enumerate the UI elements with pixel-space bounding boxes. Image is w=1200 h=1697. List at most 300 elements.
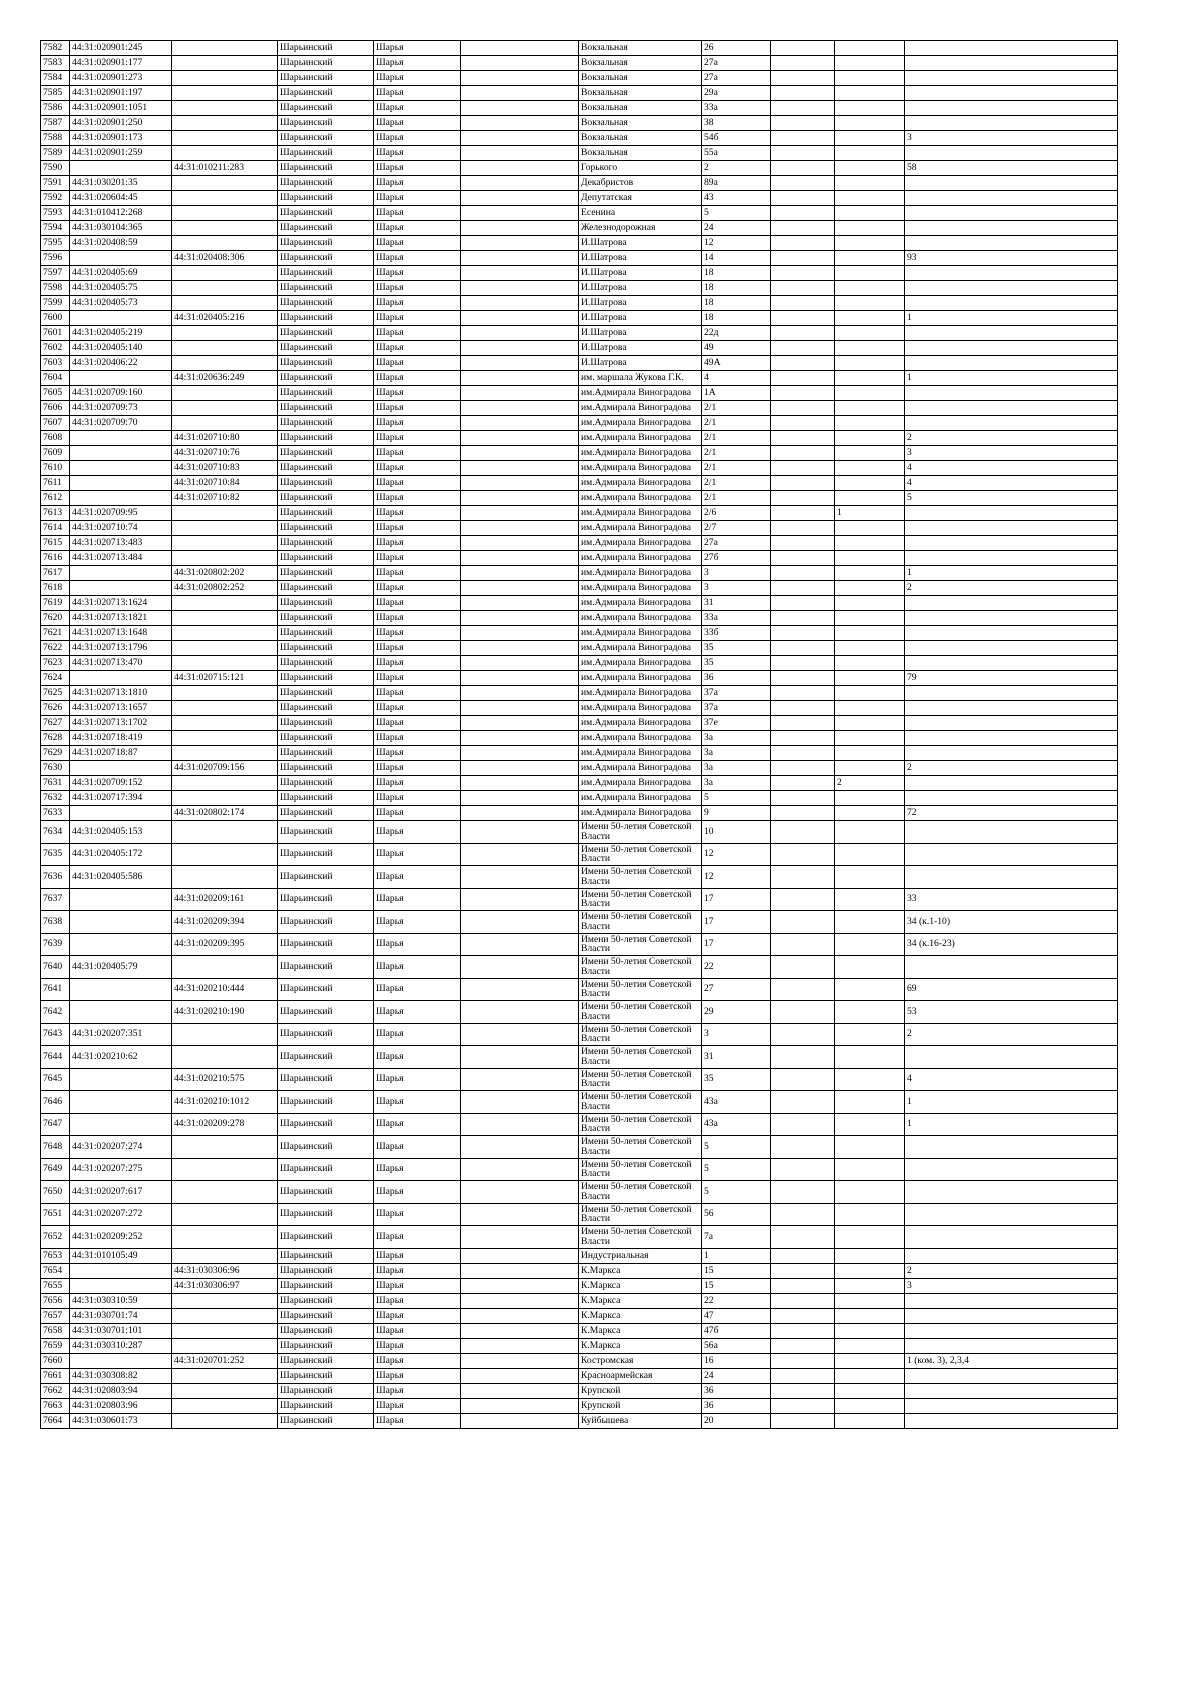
apartment-number-cell: 2 xyxy=(905,761,1118,776)
table-row xyxy=(41,131,1118,146)
locality-cell xyxy=(461,326,579,341)
street-cell: Есенина xyxy=(579,206,702,221)
building-cell xyxy=(771,843,835,866)
house-number-cell: 18 xyxy=(702,281,771,296)
cadastral-number-cell: 44:31:020713:1648 xyxy=(70,626,172,641)
building-cell xyxy=(771,1226,835,1249)
cadastral-number-cell: 44:31:020901:273 xyxy=(70,71,172,86)
apartment-number-cell xyxy=(905,746,1118,761)
apartment-number-cell xyxy=(905,1226,1118,1249)
locality-cell xyxy=(461,536,579,551)
house-number-cell: 12 xyxy=(702,866,771,889)
district-cell: Шарьинский xyxy=(278,596,374,611)
apartment-room-cell xyxy=(835,1226,905,1249)
locality-cell xyxy=(461,371,579,386)
row-number-cell: 7657 xyxy=(41,1308,70,1323)
district-cell: Шарьинский xyxy=(278,401,374,416)
street-cell: Имени 50-летия Советской Власти xyxy=(579,1158,702,1181)
city-cell: Шарья xyxy=(374,1323,461,1338)
table-row xyxy=(41,1068,1118,1091)
building-cell xyxy=(771,611,835,626)
cadastral-number-cell xyxy=(70,161,172,176)
building-cell xyxy=(771,356,835,371)
building-cell xyxy=(771,746,835,761)
city-cell: Шарья xyxy=(374,281,461,296)
house-number-cell: 29а xyxy=(702,86,771,101)
row-number-cell: 7654 xyxy=(41,1263,70,1278)
district-cell: Шарьинский xyxy=(278,1338,374,1353)
house-number-cell: 35 xyxy=(702,1068,771,1091)
row-number-cell: 7607 xyxy=(41,416,70,431)
apartment-room-cell xyxy=(835,461,905,476)
street-cell: им.Адмирала Виноградова xyxy=(579,701,702,716)
cadastral-number-cell: 44:31:020405:69 xyxy=(70,266,172,281)
house-number-cell: 2/1 xyxy=(702,416,771,431)
table-row xyxy=(41,806,1118,821)
apartment-room-cell xyxy=(835,551,905,566)
row-number-cell: 7630 xyxy=(41,761,70,776)
table-row xyxy=(41,236,1118,251)
table-row xyxy=(41,843,1118,866)
apartment-room-cell xyxy=(835,866,905,889)
table-row xyxy=(41,311,1118,326)
apartment-number-cell: 3 xyxy=(905,1278,1118,1293)
district-cell: Шарьинский xyxy=(278,521,374,536)
building-cadastral-number-cell xyxy=(172,701,278,716)
house-number-cell: 5 xyxy=(702,1158,771,1181)
street-cell: Вокзальная xyxy=(579,71,702,86)
street-cell: им.Адмирала Виноградова xyxy=(579,446,702,461)
building-cadastral-number-cell xyxy=(172,146,278,161)
building-cadastral-number-cell xyxy=(172,116,278,131)
locality-cell xyxy=(461,1181,579,1204)
building-cadastral-number-cell xyxy=(172,843,278,866)
building-cell xyxy=(771,671,835,686)
row-number-cell: 7640 xyxy=(41,956,70,979)
apartment-number-cell xyxy=(905,356,1118,371)
city-cell: Шарья xyxy=(374,933,461,956)
building-cell xyxy=(771,1338,835,1353)
street-cell: им.Адмирала Виноградова xyxy=(579,746,702,761)
apartment-room-cell xyxy=(835,1338,905,1353)
apartment-room-cell xyxy=(835,641,905,656)
building-cadastral-number-cell xyxy=(172,56,278,71)
locality-cell xyxy=(461,791,579,806)
street-cell: К.Маркса xyxy=(579,1278,702,1293)
street-cell: Имени 50-летия Советской Власти xyxy=(579,843,702,866)
table-row xyxy=(41,386,1118,401)
city-cell: Шарья xyxy=(374,1203,461,1226)
apartment-number-cell: 3 xyxy=(905,446,1118,461)
building-cell xyxy=(771,131,835,146)
building-cell xyxy=(771,866,835,889)
cadastral-number-cell: 44:31:020604:45 xyxy=(70,191,172,206)
building-cell xyxy=(771,1203,835,1226)
apartment-number-cell xyxy=(905,1293,1118,1308)
row-number-cell: 7662 xyxy=(41,1383,70,1398)
apartment-room-cell xyxy=(835,326,905,341)
building-cell xyxy=(771,978,835,1001)
city-cell: Шарья xyxy=(374,1383,461,1398)
row-number-cell: 7636 xyxy=(41,866,70,889)
street-cell: им.Адмирала Виноградова xyxy=(579,791,702,806)
street-cell: Имени 50-летия Советской Власти xyxy=(579,866,702,889)
apartment-room-cell xyxy=(835,341,905,356)
building-cell xyxy=(771,1001,835,1024)
locality-cell xyxy=(461,626,579,641)
locality-cell xyxy=(461,1353,579,1368)
locality-cell xyxy=(461,86,579,101)
house-number-cell: 2 xyxy=(702,161,771,176)
city-cell: Шарья xyxy=(374,1226,461,1249)
table-row xyxy=(41,566,1118,581)
city-cell: Шарья xyxy=(374,978,461,1001)
city-cell: Шарья xyxy=(374,731,461,746)
district-cell: Шарьинский xyxy=(278,671,374,686)
building-cadastral-number-cell: 44:31:020802:252 xyxy=(172,581,278,596)
apartment-room-cell xyxy=(835,1293,905,1308)
district-cell: Шарьинский xyxy=(278,161,374,176)
district-cell: Шарьинский xyxy=(278,956,374,979)
locality-cell xyxy=(461,843,579,866)
row-number-cell: 7605 xyxy=(41,386,70,401)
cadastral-number-cell: 44:31:020713:1821 xyxy=(70,611,172,626)
cadastral-number-cell xyxy=(70,1001,172,1024)
street-cell: им.Адмирала Виноградова xyxy=(579,596,702,611)
building-cadastral-number-cell: 44:31:020209:161 xyxy=(172,888,278,911)
district-cell: Шарьинский xyxy=(278,221,374,236)
building-cadastral-number-cell xyxy=(172,1181,278,1204)
apartment-room-cell xyxy=(835,371,905,386)
apartment-room-cell xyxy=(835,701,905,716)
table-row xyxy=(41,821,1118,844)
city-cell: Шарья xyxy=(374,131,461,146)
building-cell xyxy=(771,1278,835,1293)
house-number-cell: 22 xyxy=(702,956,771,979)
district-cell: Шарьинский xyxy=(278,266,374,281)
building-cadastral-number-cell: 44:31:020209:395 xyxy=(172,933,278,956)
district-cell: Шарьинский xyxy=(278,611,374,626)
house-number-cell: 55а xyxy=(702,146,771,161)
table-row xyxy=(41,1158,1118,1181)
city-cell: Шарья xyxy=(374,506,461,521)
apartment-number-cell: 2 xyxy=(905,1263,1118,1278)
building-cadastral-number-cell xyxy=(172,686,278,701)
table-row xyxy=(41,866,1118,889)
house-number-cell: 22д xyxy=(702,326,771,341)
row-number-cell: 7659 xyxy=(41,1338,70,1353)
building-cell xyxy=(771,296,835,311)
apartment-number-cell: 4 xyxy=(905,476,1118,491)
city-cell: Шарья xyxy=(374,611,461,626)
house-number-cell: 3 xyxy=(702,581,771,596)
cadastral-number-cell xyxy=(70,431,172,446)
table-row xyxy=(41,1323,1118,1338)
house-number-cell: 3а xyxy=(702,731,771,746)
building-cadastral-number-cell xyxy=(172,1338,278,1353)
house-number-cell: 2/7 xyxy=(702,521,771,536)
building-cell xyxy=(771,266,835,281)
city-cell: Шарья xyxy=(374,371,461,386)
apartment-room-cell xyxy=(835,191,905,206)
house-number-cell: 31 xyxy=(702,1046,771,1069)
apartment-number-cell xyxy=(905,1398,1118,1413)
row-number-cell: 7656 xyxy=(41,1293,70,1308)
city-cell: Шарья xyxy=(374,1293,461,1308)
building-cadastral-number-cell xyxy=(172,266,278,281)
city-cell: Шарья xyxy=(374,1368,461,1383)
building-cell xyxy=(771,371,835,386)
street-cell: им.Адмирала Виноградова xyxy=(579,761,702,776)
building-cell xyxy=(771,116,835,131)
row-number-cell: 7614 xyxy=(41,521,70,536)
cadastral-number-cell: 44:31:020405:140 xyxy=(70,341,172,356)
city-cell: Шарья xyxy=(374,461,461,476)
district-cell: Шарьинский xyxy=(278,581,374,596)
apartment-room-cell xyxy=(835,1136,905,1159)
city-cell: Шарья xyxy=(374,236,461,251)
apartment-number-cell xyxy=(905,236,1118,251)
city-cell: Шарья xyxy=(374,86,461,101)
table-row xyxy=(41,611,1118,626)
row-number-cell: 7618 xyxy=(41,581,70,596)
apartment-room-cell xyxy=(835,56,905,71)
building-cadastral-number-cell xyxy=(172,716,278,731)
cadastral-number-cell: 44:31:020405:73 xyxy=(70,296,172,311)
cadastral-number-cell: 44:31:010105:49 xyxy=(70,1248,172,1263)
row-number-cell: 7658 xyxy=(41,1323,70,1338)
district-cell: Шарьинский xyxy=(278,251,374,266)
cadastral-number-cell: 44:31:010412:268 xyxy=(70,206,172,221)
table-row xyxy=(41,266,1118,281)
house-number-cell: 36 xyxy=(702,1383,771,1398)
row-number-cell: 7587 xyxy=(41,116,70,131)
locality-cell xyxy=(461,71,579,86)
building-cadastral-number-cell: 44:31:020715:121 xyxy=(172,671,278,686)
locality-cell xyxy=(461,596,579,611)
apartment-room-cell xyxy=(835,266,905,281)
cadastral-number-cell: 44:31:020901:259 xyxy=(70,146,172,161)
table-row xyxy=(41,1308,1118,1323)
street-cell: Имени 50-летия Советской Власти xyxy=(579,1068,702,1091)
cadastral-number-cell xyxy=(70,491,172,506)
house-number-cell: 2/6 xyxy=(702,506,771,521)
building-cell xyxy=(771,776,835,791)
city-cell: Шарья xyxy=(374,1136,461,1159)
street-cell: Крупской xyxy=(579,1398,702,1413)
building-cell xyxy=(771,641,835,656)
locality-cell xyxy=(461,1398,579,1413)
cadastral-number-cell: 44:31:030201:35 xyxy=(70,176,172,191)
apartment-room-cell xyxy=(835,1158,905,1181)
locality-cell xyxy=(461,1293,579,1308)
building-cell xyxy=(771,446,835,461)
apartment-room-cell xyxy=(835,821,905,844)
building-cell xyxy=(771,1353,835,1368)
locality-cell xyxy=(461,1323,579,1338)
table-row xyxy=(41,86,1118,101)
cadastral-number-cell: 44:31:020405:172 xyxy=(70,843,172,866)
apartment-number-cell: 1 xyxy=(905,1113,1118,1136)
building-cadastral-number-cell: 44:31:020210:1012 xyxy=(172,1091,278,1114)
table-row xyxy=(41,686,1118,701)
table-row xyxy=(41,1203,1118,1226)
table-row xyxy=(41,1113,1118,1136)
table-row xyxy=(41,731,1118,746)
city-cell: Шарья xyxy=(374,1023,461,1046)
city-cell: Шарья xyxy=(374,116,461,131)
city-cell: Шарья xyxy=(374,521,461,536)
city-cell: Шарья xyxy=(374,251,461,266)
building-cadastral-number-cell xyxy=(172,1203,278,1226)
house-number-cell: 10 xyxy=(702,821,771,844)
row-number-cell: 7648 xyxy=(41,1136,70,1159)
apartment-number-cell xyxy=(905,521,1118,536)
house-number-cell: 18 xyxy=(702,266,771,281)
building-cell xyxy=(771,56,835,71)
street-cell: Костромская xyxy=(579,1353,702,1368)
cadastral-number-cell: 44:31:020713:1810 xyxy=(70,686,172,701)
street-cell: И.Шатрова xyxy=(579,236,702,251)
street-cell: И.Шатрова xyxy=(579,281,702,296)
apartment-number-cell xyxy=(905,1368,1118,1383)
cadastral-number-cell: 44:31:020405:586 xyxy=(70,866,172,889)
building-cell xyxy=(771,191,835,206)
cadastral-number-cell: 44:31:020717:394 xyxy=(70,791,172,806)
cadastral-number-cell xyxy=(70,566,172,581)
city-cell: Шарья xyxy=(374,551,461,566)
building-cadastral-number-cell: 44:31:030306:97 xyxy=(172,1278,278,1293)
cadastral-number-cell xyxy=(70,446,172,461)
building-cadastral-number-cell xyxy=(172,176,278,191)
building-cadastral-number-cell xyxy=(172,386,278,401)
city-cell: Шарья xyxy=(374,843,461,866)
row-number-cell: 7644 xyxy=(41,1046,70,1069)
street-cell: им.Адмирала Виноградова xyxy=(579,626,702,641)
district-cell: Шарьинский xyxy=(278,101,374,116)
row-number-cell: 7661 xyxy=(41,1368,70,1383)
house-number-cell: 36 xyxy=(702,1398,771,1413)
apartment-number-cell xyxy=(905,1248,1118,1263)
building-cadastral-number-cell xyxy=(172,791,278,806)
locality-cell xyxy=(461,731,579,746)
building-cell xyxy=(771,1293,835,1308)
street-cell: им.Адмирала Виноградова xyxy=(579,536,702,551)
building-cell xyxy=(771,1046,835,1069)
apartment-room-cell xyxy=(835,206,905,221)
table-row xyxy=(41,581,1118,596)
apartment-number-cell xyxy=(905,551,1118,566)
locality-cell xyxy=(461,1248,579,1263)
city-cell: Шарья xyxy=(374,491,461,506)
apartment-room-cell xyxy=(835,761,905,776)
district-cell: Шарьинский xyxy=(278,146,374,161)
building-cell xyxy=(771,806,835,821)
apartment-number-cell xyxy=(905,1203,1118,1226)
district-cell: Шарьинский xyxy=(278,311,374,326)
apartment-room-cell xyxy=(835,1413,905,1428)
apartment-room-cell xyxy=(835,888,905,911)
apartment-room-cell xyxy=(835,161,905,176)
apartment-number-cell xyxy=(905,266,1118,281)
house-number-cell: 17 xyxy=(702,933,771,956)
street-cell: им.Адмирала Виноградова xyxy=(579,476,702,491)
house-number-cell: 47 xyxy=(702,1308,771,1323)
building-cadastral-number-cell xyxy=(172,1226,278,1249)
district-cell: Шарьинский xyxy=(278,1398,374,1413)
building-cell xyxy=(771,71,835,86)
apartment-number-cell xyxy=(905,146,1118,161)
locality-cell xyxy=(461,1046,579,1069)
district-cell: Шарьинский xyxy=(278,806,374,821)
building-cadastral-number-cell xyxy=(172,101,278,116)
row-number-cell: 7652 xyxy=(41,1226,70,1249)
cadastral-number-cell: 44:31:030701:74 xyxy=(70,1308,172,1323)
cadastral-number-cell: 44:31:020709:95 xyxy=(70,506,172,521)
city-cell: Шарья xyxy=(374,101,461,116)
table-row xyxy=(41,641,1118,656)
district-cell: Шарьинский xyxy=(278,431,374,446)
apartment-number-cell xyxy=(905,206,1118,221)
table-row xyxy=(41,656,1118,671)
district-cell: Шарьинский xyxy=(278,1091,374,1114)
house-number-cell: 54б xyxy=(702,131,771,146)
row-number-cell: 7598 xyxy=(41,281,70,296)
building-cell xyxy=(771,431,835,446)
house-number-cell: 47б xyxy=(702,1323,771,1338)
city-cell: Шарья xyxy=(374,1278,461,1293)
building-cadastral-number-cell xyxy=(172,86,278,101)
house-number-cell: 15 xyxy=(702,1263,771,1278)
house-number-cell: 18 xyxy=(702,296,771,311)
table-row xyxy=(41,371,1118,386)
street-cell: Вокзальная xyxy=(579,101,702,116)
street-cell: им.Адмирала Виноградова xyxy=(579,671,702,686)
district-cell: Шарьинский xyxy=(278,1353,374,1368)
apartment-room-cell xyxy=(835,1023,905,1046)
building-cadastral-number-cell xyxy=(172,536,278,551)
district-cell: Шарьинский xyxy=(278,1046,374,1069)
row-number-cell: 7617 xyxy=(41,566,70,581)
table-row xyxy=(41,671,1118,686)
locality-cell xyxy=(461,1278,579,1293)
apartment-number-cell xyxy=(905,866,1118,889)
row-number-cell: 7646 xyxy=(41,1091,70,1114)
building-cadastral-number-cell xyxy=(172,521,278,536)
city-cell: Шарья xyxy=(374,911,461,934)
locality-cell xyxy=(461,746,579,761)
district-cell: Шарьинский xyxy=(278,978,374,1001)
row-number-cell: 7586 xyxy=(41,101,70,116)
apartment-number-cell: 1 xyxy=(905,311,1118,326)
building-cell xyxy=(771,41,835,56)
cadastral-number-cell: 44:31:030104:365 xyxy=(70,221,172,236)
table-row xyxy=(41,326,1118,341)
apartment-room-cell xyxy=(835,671,905,686)
apartment-number-cell xyxy=(905,1323,1118,1338)
district-cell: Шарьинский xyxy=(278,416,374,431)
cadastral-number-cell: 44:31:020803:96 xyxy=(70,1398,172,1413)
locality-cell xyxy=(461,191,579,206)
locality-cell xyxy=(461,1368,579,1383)
city-cell: Шарья xyxy=(374,806,461,821)
building-cell xyxy=(771,956,835,979)
apartment-room-cell xyxy=(835,1046,905,1069)
table-row xyxy=(41,296,1118,311)
building-cadastral-number-cell: 44:31:020710:80 xyxy=(172,431,278,446)
house-number-cell: 16 xyxy=(702,1353,771,1368)
building-cell xyxy=(771,1263,835,1278)
